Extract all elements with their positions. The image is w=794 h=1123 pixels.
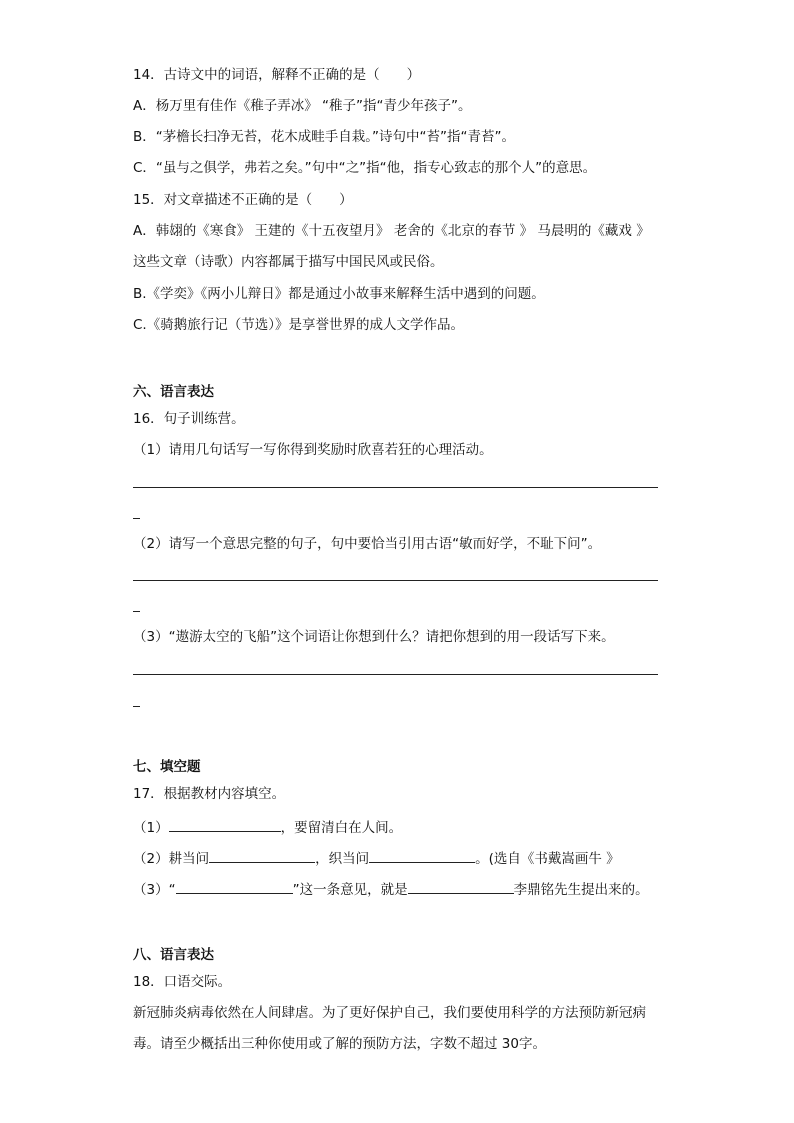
q16-sub2-answer-line[interactable] <box>133 580 658 581</box>
q17-line2-suffix: 。(选自《书戴嵩画牛 》 <box>475 851 620 867</box>
fill-blank[interactable] <box>176 879 293 894</box>
q17-line3-prefix: （3）“ <box>133 882 176 898</box>
answer-line-end-mark <box>133 518 140 519</box>
q17-line3 <box>133 879 649 899</box>
q16-sub3-answer-line[interactable] <box>133 674 658 675</box>
fill-blank[interactable] <box>408 879 514 894</box>
q17-line2-prefix: （2）耕当问 <box>133 851 210 867</box>
q17-line3-suffix: 李鼎铭先生提出来的。 <box>513 882 649 898</box>
q18-paragraph-line1: 新冠肺炎病毒依然在人间肆虐。为了更好保护自己，我们要使用科学的方法预防新冠病 <box>133 1005 646 1021</box>
q17-stem: 17．根据教材内容填空。 <box>133 786 286 802</box>
q17-line3-mid: ”这一条意见，就是 <box>292 882 408 898</box>
q14-option-c[interactable]: C．“虽与之俱学，弗若之矣。”句中“之”指“他，指专心致志的那个人”的意思。 <box>133 160 597 176</box>
q15-option-c[interactable]: C.《骑鹅旅行记（节选）》是享誉世界的成人文学作品。 <box>133 317 464 333</box>
q14-option-b[interactable]: B．“茅檐长扫净无苔，花木成畦手自栽。”诗句中“苔”指“青苔”。 <box>133 129 515 145</box>
fill-blank[interactable] <box>209 848 315 863</box>
q17-line1-prefix: （1） <box>133 820 169 836</box>
q15-option-a-line1[interactable]: A．韩翃的《寒食》 王建的《十五夜望月》 老舍的《北京的春节 》 马晨明的《藏戏 》 <box>133 223 650 239</box>
q17-line1-suffix: ，要留清白在人间。 <box>280 820 403 836</box>
q18-stem: 18．口语交际。 <box>133 974 232 990</box>
q16-sub1-answer-line[interactable] <box>133 487 658 488</box>
q16-sub3-prompt: （3）“遨游太空的飞船”这个词语让你想到什么？请把你想到的用一段话写下来。 <box>133 629 615 645</box>
q17-line1 <box>133 817 402 837</box>
q15-option-b[interactable]: B.《学奕》《两小儿辩日》都是通过小故事来解释生活中遇到的问题。 <box>133 286 545 302</box>
q16-sub2-prompt: （2）请写一个意思完整的句子，句中要恰当引用古语“敏而好学，不耻下问”。 <box>133 536 602 552</box>
q16-sub1-prompt: （1）请用几句话写一写你得到奖励时欣喜若狂的心理活动。 <box>133 442 493 458</box>
fill-blank[interactable] <box>169 817 281 832</box>
q14-option-a[interactable]: A．杨万里有佳作《稚子弄冰》 “稚子”指“青少年孩子”。 <box>133 98 472 114</box>
section8-heading: 八、语言表达 <box>133 947 214 963</box>
answer-line-end-mark <box>133 706 140 707</box>
q17-line2-mid: ，织当问 <box>315 851 370 867</box>
q17-line2 <box>133 848 620 868</box>
q16-stem: 16．句子训练营。 <box>133 411 245 427</box>
answer-line-end-mark <box>133 611 140 612</box>
q14-stem: 14．古诗文中的词语，解释不正确的是（ ） <box>133 67 421 83</box>
section7-heading: 七、填空题 <box>133 759 201 775</box>
section6-heading: 六、语言表达 <box>133 384 214 400</box>
q15-option-a-line2[interactable]: 这些文章（诗歌）内容都属于描写中国民风或民俗。 <box>133 254 444 270</box>
q18-paragraph-line2: 毒。请至少概括出三种你使用或了解的预防方法，字数不超过 30字。 <box>133 1036 546 1052</box>
fill-blank[interactable] <box>369 848 475 863</box>
q15-stem: 15．对文章描述不正确的是（ ） <box>133 192 353 208</box>
